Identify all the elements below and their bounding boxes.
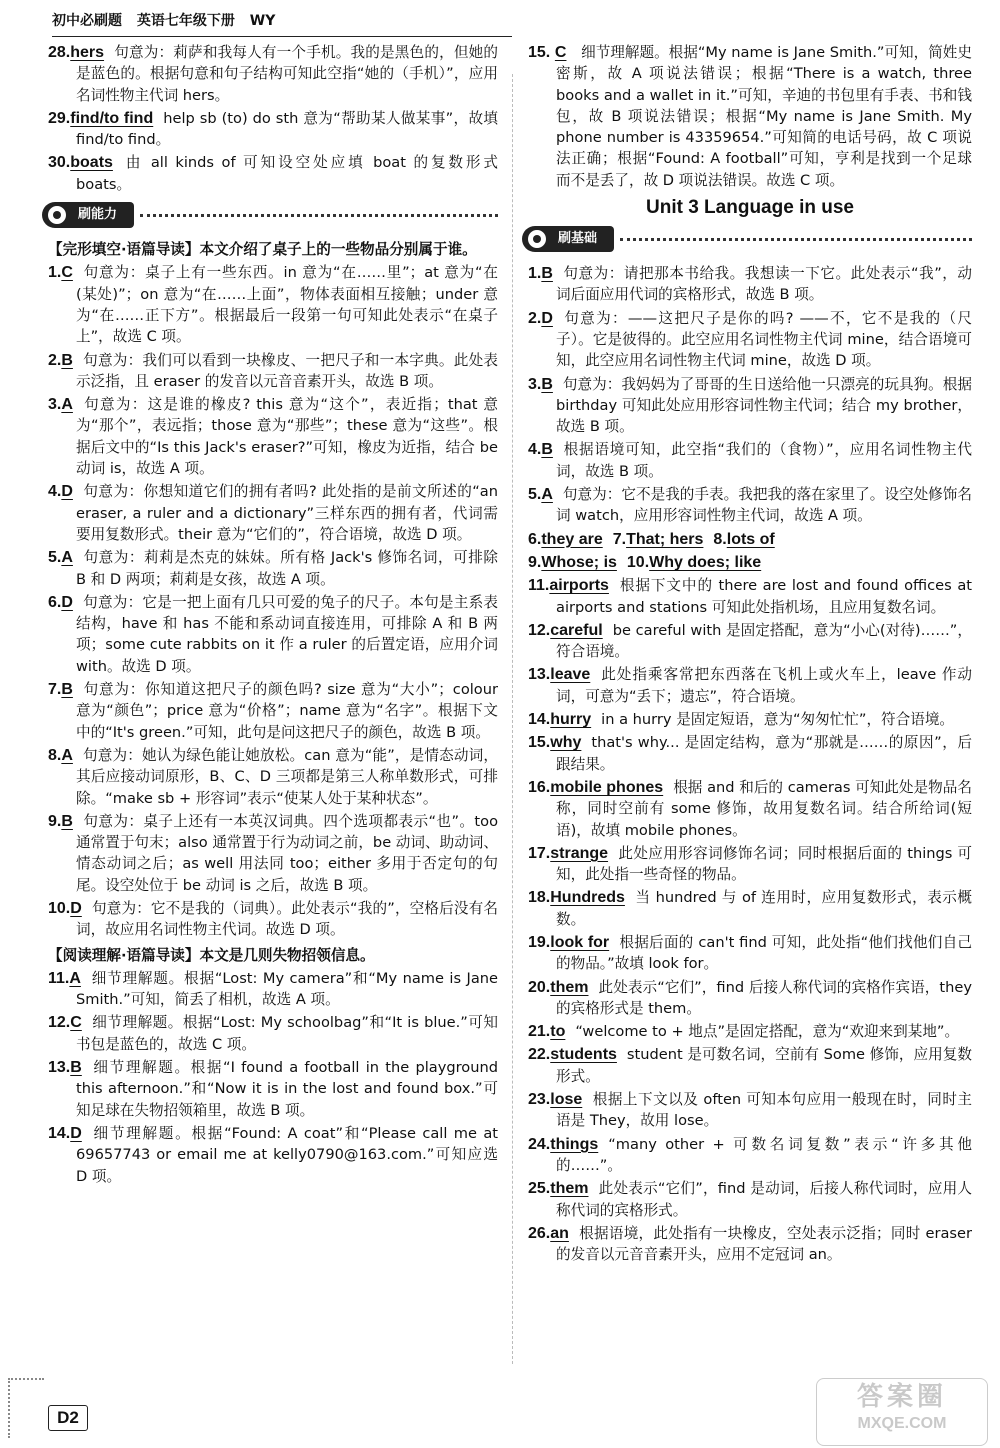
answer-item (528, 439, 972, 482)
item-number: 25. (528, 1180, 551, 1198)
item-number: 3. (528, 375, 542, 393)
item-answer: D (541, 309, 553, 327)
answer-list-choice (528, 263, 972, 527)
section-banner-ability (42, 201, 498, 231)
item-number: 4. (48, 483, 62, 501)
answer-item (528, 1021, 972, 1042)
answer-item (528, 575, 972, 618)
item-answer: A (69, 969, 81, 987)
item-explanation: 细节理解题。根据“Lost: My schoolbag”和“It is blue.”可知书包是蓝色的，故选 C 项。 (76, 1014, 498, 1053)
answer-item (48, 968, 498, 1011)
item-explanation: 根据语境，此处指有一块橡皮，空处表示泛指；同时 eraser 的发音以元音音素开头，应用不定冠词 an。 (556, 1224, 972, 1264)
answer-item (528, 709, 972, 730)
item-answer: B (70, 1059, 82, 1077)
item-number: 16. (528, 778, 551, 796)
item-number: 15. (528, 44, 551, 61)
item-number: 1. (48, 264, 62, 282)
item-number: 14. (528, 711, 551, 729)
banner-label: 刷能力 (78, 207, 118, 223)
answer-item (48, 42, 498, 106)
item-number: 7. (612, 530, 627, 548)
item-explanation: student 是可数名词，空前有 Some 修饰，应用复数形式。 (556, 1046, 972, 1085)
item-number: 19. (528, 933, 551, 951)
item-answer: airports (549, 577, 609, 595)
answer-item (528, 1223, 972, 1266)
answer-item (528, 263, 972, 306)
answer-item (528, 374, 972, 438)
answer-item (528, 932, 972, 975)
answer-item (528, 620, 972, 663)
item-answer: A (541, 486, 553, 504)
column-divider (512, 74, 513, 1364)
answer-item (48, 1012, 498, 1055)
reading-guide: 【阅读理解·语篇导读】本文是几则失物招领信息。 (48, 946, 375, 964)
answer-item (48, 811, 498, 896)
item-number: 14. (48, 1124, 71, 1142)
item-answer: D (70, 899, 82, 917)
item-answer: B (541, 265, 553, 283)
cloze-guide: 【完形填空·语篇导读】本文介绍了桌子上的一些物品分别属于谁。 (48, 241, 477, 259)
item-number: 21. (528, 1023, 551, 1041)
item-answer: lots of (726, 530, 775, 548)
item-answer: boats (70, 154, 113, 172)
answer-item (48, 745, 498, 809)
item-number: 6. (48, 593, 62, 611)
item-explanation: 根据 and 和后的 cameras 可知此处是物品名称，同时空前有 some 修饰，故用复数名词。结合所给词(短语)，故填 mobile phones。 (556, 778, 972, 839)
item-answer: leave (550, 666, 591, 684)
answer-item (48, 898, 498, 941)
answer-item (528, 1089, 972, 1132)
answer-item (48, 679, 498, 743)
item-answer: hurry (550, 711, 592, 729)
item-answer: lose (550, 1091, 583, 1109)
edition-label: WY (249, 13, 276, 29)
answer-item (48, 1123, 498, 1187)
item-number: 9. (528, 553, 542, 571)
answer-item (528, 777, 972, 841)
item-answer: find/to find (70, 109, 154, 127)
item-number: 2. (48, 351, 62, 369)
left-column (48, 42, 498, 1189)
item-number: 11. (48, 969, 70, 987)
item-number: 4. (528, 441, 542, 459)
item-explanation: 句意为：——这把尺子是你的吗? ——不，它不是我的（尺子）。它是彼得的。此空应用名词性物主代词 mine，结合语境可知，此空应用名词性物主代词 mine，故选 D 项。 (556, 309, 972, 370)
section-banner-basic (522, 225, 972, 255)
item-explanation: 细节理解题。根据“I found a football in the playground this afternoon.”和“Now it is in the lost and found box.”可知足球在失物招领箱里，故选 B 项。 (76, 1059, 498, 1119)
item-number: 13. (48, 1059, 71, 1077)
item-number: 24. (528, 1135, 551, 1153)
item-answer: B (541, 375, 553, 393)
ball-icon (526, 228, 548, 250)
item-answer: hers (70, 44, 105, 61)
item-answer: why (550, 734, 582, 752)
item-explanation: 句意为：莉莉是杰克的妹妹。所有格 Jack's 修饰名词，可排除 B 和 D 两项；莉莉是女孩，故选 A 项。 (76, 549, 498, 588)
item-number: 7. (48, 681, 62, 699)
answer-list-fill (528, 575, 972, 1265)
item-number: 6. (528, 530, 542, 548)
corner-dots-vertical (8, 1378, 10, 1438)
item-answer: Hundreds (550, 889, 625, 907)
item-explanation: 句意为：她认为绿色能让她放松。can 意为“能”，是情态动词，其后应接动词原形，B、C、D 三项都是第三人称单数形式，可排除。“make sb + 形容词”表示“使某人处于某种状态”。 (76, 746, 498, 807)
item-explanation: 根据后面的 can't find 可知，此处指“他们找他们自己的物品。”故填 look for。 (556, 933, 972, 973)
item-answer: D (61, 483, 73, 501)
item-answer: A (61, 746, 73, 764)
item-explanation: in a hurry 是固定短语，意为“匆匆忙忙”，符合语境。 (601, 711, 955, 729)
item-explanation: 此处指乘客常把东西落在飞机上或火车上，leave 作动词，可意为“丢下；遗忘”，符合语境。 (556, 666, 972, 705)
item-number: 23. (528, 1091, 551, 1109)
item-explanation: 句意为：它不是我的手表。我把我的落在家里了。设空处修饰名词 watch，应用形容词性物主代词，故选 A 项。 (556, 486, 972, 525)
item-number: 18. (528, 889, 551, 907)
item-answer: D (61, 593, 73, 611)
answer-item (528, 732, 972, 775)
book-title: 初中必刷题 (52, 13, 122, 29)
banner-label: 刷基础 (558, 231, 598, 247)
item-explanation: “many other + 可数名词复数”表示“许多其他的……”。 (556, 1135, 972, 1174)
item-explanation: 此处表示“它们”，find 是动词，后接人称代词时，应用人称代词的宾格形式。 (556, 1180, 972, 1219)
item-answer: them (550, 978, 589, 996)
item-explanation: 句意为：这是谁的橡皮? this 意为“这个”，表近指；that 意为“那个”，表远指；those 意为“那些”；these 意为“这些”。根据后文中的“Is this Jack's eraser?”可知，橡皮为近指，结合 be 动词 is，故选 A 项。 (76, 396, 498, 478)
item-answer: to (550, 1023, 566, 1041)
item-explanation: 句意为：你想知道它们的拥有者吗? 此处指的是前文所述的“an eraser, a ruler and a dictionary”三样东西的拥有者，代词需要用复数形式。their 意为“它们的”，符合语境，故选 D 项。 (76, 483, 498, 543)
item-number: 9. (48, 812, 62, 830)
answer-item (528, 977, 972, 1020)
item-answer: they are (541, 530, 603, 548)
answer-line-6-8 (528, 529, 972, 550)
item-answer: students (550, 1046, 617, 1064)
item-number: 29. (48, 109, 71, 127)
item-number: 8. (713, 530, 727, 548)
answer-item (48, 152, 498, 195)
item-answer: them (550, 1180, 589, 1198)
item-answer: Why does; like (649, 553, 762, 571)
item-explanation: 此处应用形容词修饰名词；同时根据后面的 things 可知，此处指一些奇怪的物品。 (556, 844, 972, 884)
item-explanation: 细节理解题。根据“Lost: My camera”和“My name is Jane Smith.”可知，简丢了相机，故选 A 项。 (76, 969, 498, 1009)
item-number: 20. (528, 978, 551, 996)
item-explanation: 句意为：我妈妈为了哥哥的生日送给他一只漂亮的玩具狗。根据 birthday 可知此处应用形容词性物主代词；结合 my brother，故选 B 项。 (556, 375, 972, 436)
item-number: 28. (48, 44, 71, 61)
item-answer: C (61, 264, 73, 282)
item-number: 13. (528, 666, 551, 684)
answer-item (528, 1044, 972, 1087)
item-number: 26. (528, 1224, 551, 1242)
item-explanation: 此处表示“它们”，find 后接人称代词的宾格作宾语，they 的宾格形式是 them。 (556, 978, 972, 1017)
item-explanation: 句意为：桌子上还有一本英汉词典。四个选项都表示“也”。too 通常置于句末；also 通常置于行为动词之前，be 动词、助动词、情态动词之后；as well 用法同 too；either 多用于否定句的句尾。设空处位于 be 动词 is 之后，故选 B 项。 (76, 812, 498, 894)
item-number: 8. (48, 746, 62, 764)
item-number: 15. (528, 734, 551, 752)
item-number: 30. (48, 154, 71, 172)
watermark-url: MXQE.COM (857, 1415, 947, 1432)
answer-item (48, 547, 498, 590)
item-answer: C (70, 1014, 82, 1032)
item-answer: B (61, 681, 73, 699)
answer-list-cloze (48, 262, 498, 940)
dotted-rule (140, 214, 498, 217)
item-number: 12. (48, 1014, 71, 1032)
answer-list-top (48, 42, 498, 195)
corner-dots (8, 1378, 44, 1380)
item-answer: Whose; is (541, 553, 617, 571)
item-answer: careful (550, 621, 603, 639)
item-answer: strange (550, 844, 609, 862)
answer-item (48, 350, 498, 393)
answer-item (48, 108, 498, 151)
answer-item (528, 843, 972, 886)
answer-item (528, 484, 972, 527)
item-explanation: that's why... 是固定结构，意为“那就是……的原因”，后跟结果。 (556, 734, 972, 773)
item-answer: B (61, 812, 73, 830)
item-answer: That; hers (626, 530, 704, 548)
item-number: 17. (528, 844, 551, 862)
ball-icon (46, 204, 68, 226)
item-answer: mobile phones (550, 778, 664, 796)
item-explanation: “welcome to + 地点”是固定搭配，意为“欢迎来到某地”。 (575, 1023, 960, 1041)
right-column (528, 42, 972, 1267)
item-number: 1. (528, 265, 542, 283)
answer-item (528, 42, 972, 191)
answer-item (48, 394, 498, 479)
item-explanation: 由 all kinds of 可知设空处应填 boat 的复数形式 boats。 (76, 154, 498, 193)
item-explanation: be careful with 是固定搭配，意为“小心(对待)……”，符合语境。 (556, 621, 972, 661)
running-header (52, 10, 512, 37)
item-number: 11. (528, 577, 550, 595)
answer-list-reading (48, 968, 498, 1187)
item-answer: look for (550, 933, 610, 951)
item-explanation: 句意为：莉萨和我每人有一个手机。我的是黑色的，但她的是蓝色的。根据句意和句子结构可知此空指“她的（手机）”，应用名词性物主代词 hers。 (76, 44, 498, 104)
item-explanation: 句意为：它不是我的（词典）。此处表示“我的”，空格后没有名词，故应用名词性物主代词。故选 D 项。 (76, 899, 498, 939)
watermark-logo (816, 1378, 988, 1446)
item-explanation: 根据下文中的 there are lost and found offices at airports and stations 可知此处指机场，且应用复数名词。 (556, 577, 972, 616)
item-explanation: 句意为：你知道这把尺子的颜色吗? size 意为“大小”；colour 意为“颜色”；price 意为“价格”；name 意为“名字”。根据下文中的“It's green.”可知，此句是问这把尺子的颜色，故选 B 项。 (76, 681, 498, 741)
item-explanation: 句意为：桌子上有一些东西。in 意为“在……里”；at 意为“在(某处)”；on 意为“在……上面”，物体表面相互接触；under 意为“在……正下方”。根据最后一段第一句可知此处表示“在桌子上”，故选 C 项。 (76, 264, 498, 346)
answer-item (528, 664, 972, 707)
answer-item (48, 1057, 498, 1121)
answer-item (48, 481, 498, 545)
answer-item (528, 1134, 972, 1177)
item-number: 5. (528, 486, 542, 504)
item-explanation: 句意为：它是一把上面有几只可爱的兔子的尺子。本句是主系表结构，have 和 has 不能和系动词直接连用，可排除 A 和 B 两项；some cute rabbits on it 作 a ruler 的后置定语，应用介词 with。故选 D 项。 (76, 593, 498, 675)
item-answer: A (61, 549, 73, 567)
unit-title: Unit 3 Language in use (646, 197, 854, 219)
item-explanation: help sb (to) do sth 意为“帮助某人做某事”，故填 find/to find。 (76, 109, 498, 149)
answer-item (528, 1178, 972, 1221)
item-explanation: 细节理解题。根据“My name is Jane Smith.”可知，简姓史密斯，故 A 项说法错误；根据“There is a watch, three books and a wallet in it.”可知，辛迪的书包里有手表、书和钱包，故 B 项说法错误；根据“My name is Jane Smith. My phone number is 43359654.”可知简的电话号码，故 C 项说法正确；根据“Found: A football”可知，亨利是找到一个足球而不是丢了，故 D 项说法错误。故选 C 项。 (556, 44, 972, 189)
item-answer: things (550, 1135, 599, 1153)
item-number: 12. (528, 621, 551, 639)
item-answer: D (70, 1124, 82, 1142)
item-explanation: 根据上下文以及 often 可知本句应用一般现在时，同时主语是 They，故用 lose。 (556, 1091, 972, 1130)
page-number: D2 (48, 1405, 88, 1431)
item-explanation: 句意为：我们可以看到一块橡皮、一把尺子和一本字典。此处表示泛指，且 eraser 的发音以元音音素开头，故选 B 项。 (76, 351, 498, 390)
dotted-rule (620, 238, 972, 241)
answer-item (48, 592, 498, 677)
answer-item (528, 308, 972, 372)
item-number: 2. (528, 309, 542, 327)
subject-title: 英语七年级下册 (136, 13, 235, 29)
item-answer: C (554, 44, 567, 61)
item-answer: B (541, 441, 553, 459)
item-number: 10. (48, 899, 71, 917)
answer-line-9-10 (528, 552, 972, 573)
item-number: 5. (48, 549, 62, 567)
item-explanation: 细节理解题。根据“Found: A coat”和“Please call me at 69657743 or email me at kelly0790@163.com.”可知应选 D 项。 (76, 1124, 498, 1185)
answer-item (48, 262, 498, 347)
watermark-text: 答案圈 (856, 1381, 947, 1411)
item-explanation: 句意为：请把那本书给我。我想读一下它。此处表示“我”，动词后面应用代词的宾格形式，故选 B 项。 (556, 265, 972, 304)
item-number: 22. (528, 1046, 551, 1064)
answer-item (528, 887, 972, 930)
item-explanation: 根据语境可知，此空指“我们的（食物）”，应用名词性物主代词，故选 B 项。 (556, 441, 972, 480)
item-answer: A (61, 396, 73, 414)
item-number: 3. (48, 396, 62, 414)
item-answer: B (61, 351, 73, 369)
item-answer: an (550, 1224, 569, 1242)
item-explanation: 当 hundred 与 of 连用时，应用复数形式，表示概数。 (556, 889, 972, 928)
item-number: 10. (626, 553, 650, 571)
